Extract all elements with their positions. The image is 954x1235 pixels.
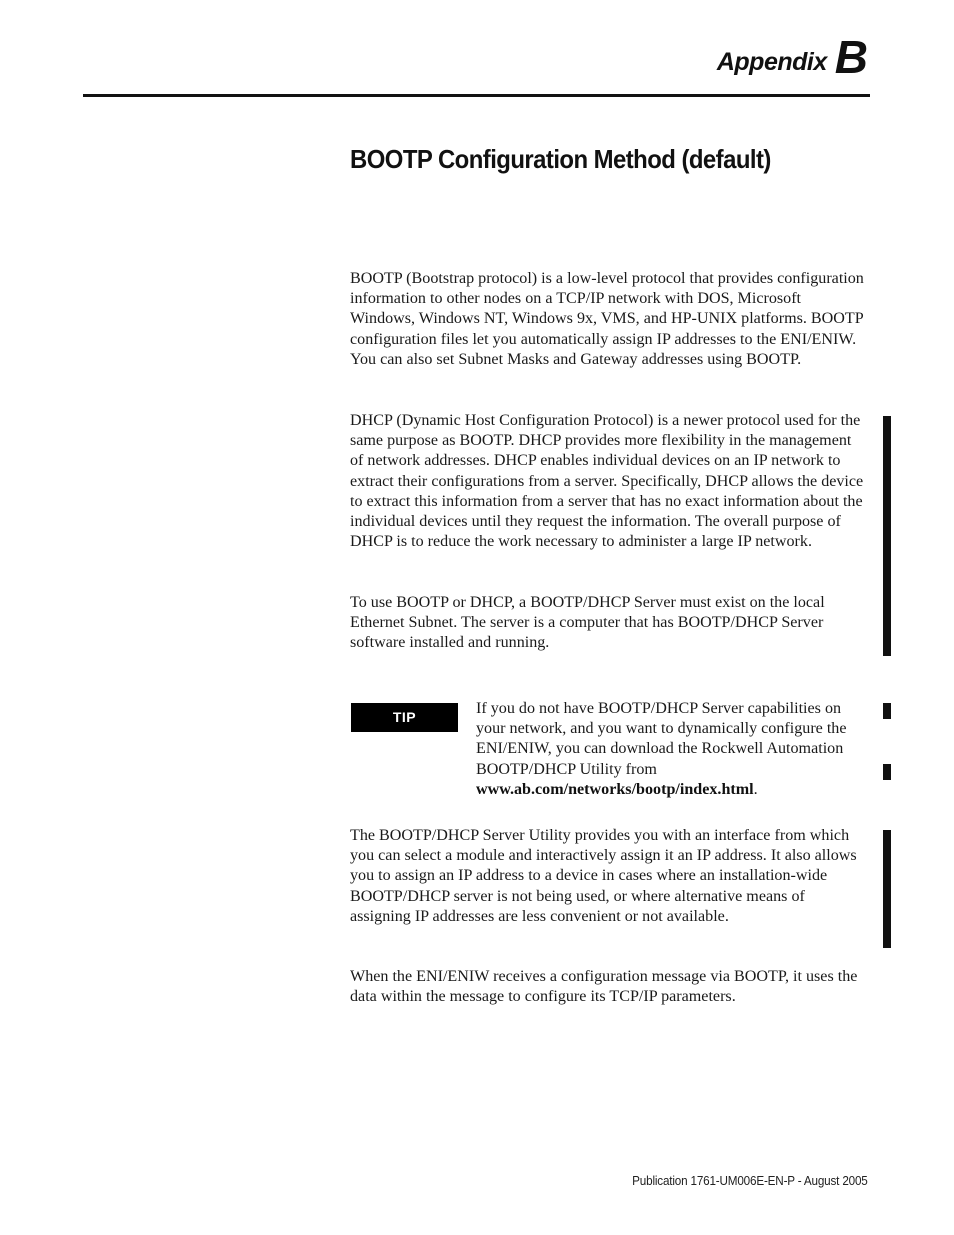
paragraph-bootp-intro: BOOTP (Bootstrap protocol) is a low-level protocol that provides configuration information to other nodes on a TCP/IP network with DOS, Microsoft Windows, Windows NT, Windows 9x, VMS, and HP-UNIX platforms. BOOTP configuration files let you automatically assign IP addresses to the ENI/ENIW. You can also set Subnet Masks and Gateway addresses using BOOTP.	[350, 270, 864, 368]
tip-label: TIP	[351, 703, 458, 732]
tip-text	[476, 699, 871, 800]
page-title: BOOTP Configuration Method (default)	[350, 144, 771, 174]
header-rule	[83, 94, 870, 97]
appendix-word: Appendix	[716, 48, 827, 76]
paragraph-dhcp-intro: DHCP (Dynamic Host Configuration Protocol) is a newer protocol used for the same purpose as BOOTP. DHCP provides more flexibility in the management of network addresses. DHCP enables individual devices on an IP network to extract their configurations from a server. Specifically, DHCP allows the device to extract this information from a server that has no exact information about the individual devices until they request the information. The overall purpose of DHCP is to reduce the work necessary to administer a large IP network.	[350, 412, 864, 551]
change-bar	[883, 416, 891, 656]
publication-footer: Publication 1761-UM006E-EN-P - August 2005	[632, 1173, 868, 1188]
change-bar	[883, 764, 891, 780]
paragraph-config-message: When the ENI/ENIW receives a configuration message via BOOTP, it uses the data within the message to configure its TCP/IP parameters.	[350, 968, 858, 1006]
tip-end: .	[753, 780, 758, 798]
appendix-letter: B	[834, 31, 868, 83]
tip-body: If you do not have BOOTP/DHCP Server capabilities on your network, and you want to dynamically configure the ENI/ENIW, you can download the Rockwell Automation BOOTP/DHCP Utility from	[476, 700, 847, 778]
appendix-header	[717, 30, 868, 84]
change-bar	[883, 703, 891, 719]
paragraph-server-requirement: To use BOOTP or DHCP, a BOOTP/DHCP Server must exist on the local Ethernet Subnet. The server is a computer that has BOOTP/DHCP Server software installed and running.	[350, 594, 825, 652]
paragraph-utility: The BOOTP/DHCP Server Utility provides you with an interface from which you can select a module and interactively assign it an IP address. It also allows you to assign an IP address to a device in cases where an installation-wide BOOTP/DHCP server is not being used, or where alternative means of assigning IP addresses are less convenient or not available.	[350, 827, 857, 925]
change-bar	[883, 830, 891, 948]
bootp-download-link[interactable]: www.ab.com/networks/bootp/index.html	[476, 780, 754, 798]
